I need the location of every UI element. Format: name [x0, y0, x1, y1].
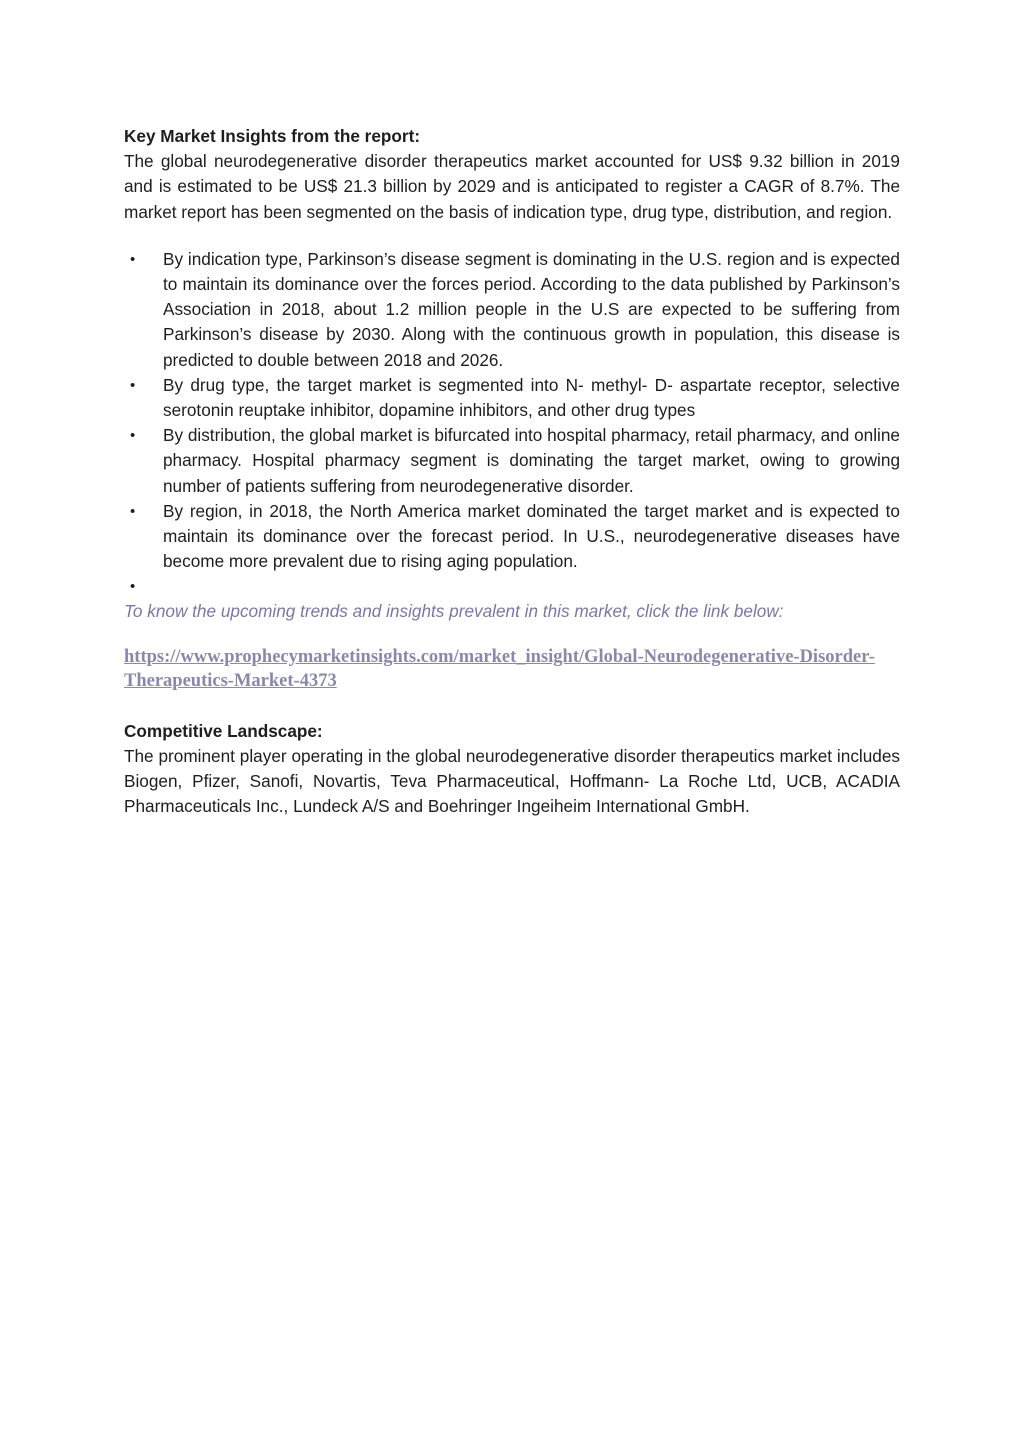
document-page [124, 124, 900, 819]
bullet-item-region [124, 499, 900, 575]
bullet-item-distribution [124, 423, 900, 499]
bullet-dot-icon: • [130, 578, 136, 596]
competitive-landscape-section [124, 719, 900, 820]
insights-heading: Key Market Insights from the report: [124, 126, 421, 146]
bullet-text: By drug type, the target market is segmented into N- methyl- D- aspartate receptor, selective serotonin reuptake inhibitor, dopamine inhibitors, and other drug types [163, 374, 900, 421]
competitive-body: The prominent player operating in the global neurodegenerative disorder therapeutics market includes Biogen, Pfizer, Sanofi, Novartis, Teva Pharmaceutical, Hoffmann- La Roche Ltd, UCB, ACADIA Pharmaceuticals Inc., Lundeck A/S and Boehringer Ingeiheim International GmbH. [124, 745, 900, 817]
bullet-item-indication [124, 247, 900, 373]
bullet-dot-icon: • [130, 376, 136, 394]
bullet-dot-icon: • [130, 250, 136, 268]
market-report-link-block [124, 645, 900, 693]
bullet-item-drug-type [124, 373, 900, 423]
insights-intro: The global neurodegenerative disorder therapeutics market accounted for US$ 9.32 billion in 2019 and is estimated to be US$ 21.3 billion by 2029 and is anticipated to register a CAGR of 8.7%. The market report has been segmented on the basis of indication type, drug type, distribution, and region. [124, 151, 900, 222]
bullet-dot-icon: • [130, 502, 136, 520]
market-report-link[interactable]: https://www.prophecymarketinsights.com/market_insight/Global-Neurodegenerative-Disorder-Therapeutics-Market-4373 [124, 646, 875, 691]
bullet-item-empty [124, 574, 900, 599]
cta-text: To know the upcoming trends and insights prevalent in this market, click the link below: [124, 601, 784, 622]
bullet-text: By distribution, the global market is bifurcated into hospital pharmacy, retail pharmacy, and online pharmacy. Hospital pharmacy segment is dominating the target market, owing to growing number of patients suffering from neurodegenerative disorder. [163, 425, 900, 496]
insights-bullet-list [124, 247, 900, 600]
bullet-text: By region, in 2018, the North America market dominated the target market and is expected to maintain its dominance over the forecast period. In U.S., neurodegenerative diseases have become more prevalent due to rising aging population. [163, 500, 900, 572]
bullet-text: By indication type, Parkinson’s disease segment is dominating in the U.S. region and is expected to maintain its dominance over the forces period. According to the data published by Parkinson’s Association in 2018, about 1.2 million people in the U.S are expected to be suffering from Parkinson’s disease by 2030. Along with the continuous growth in population, this disease is predicted to double between 2018 and 2026. [163, 248, 900, 370]
bullet-dot-icon: • [130, 427, 136, 445]
competitive-heading: Competitive Landscape: [124, 720, 323, 741]
